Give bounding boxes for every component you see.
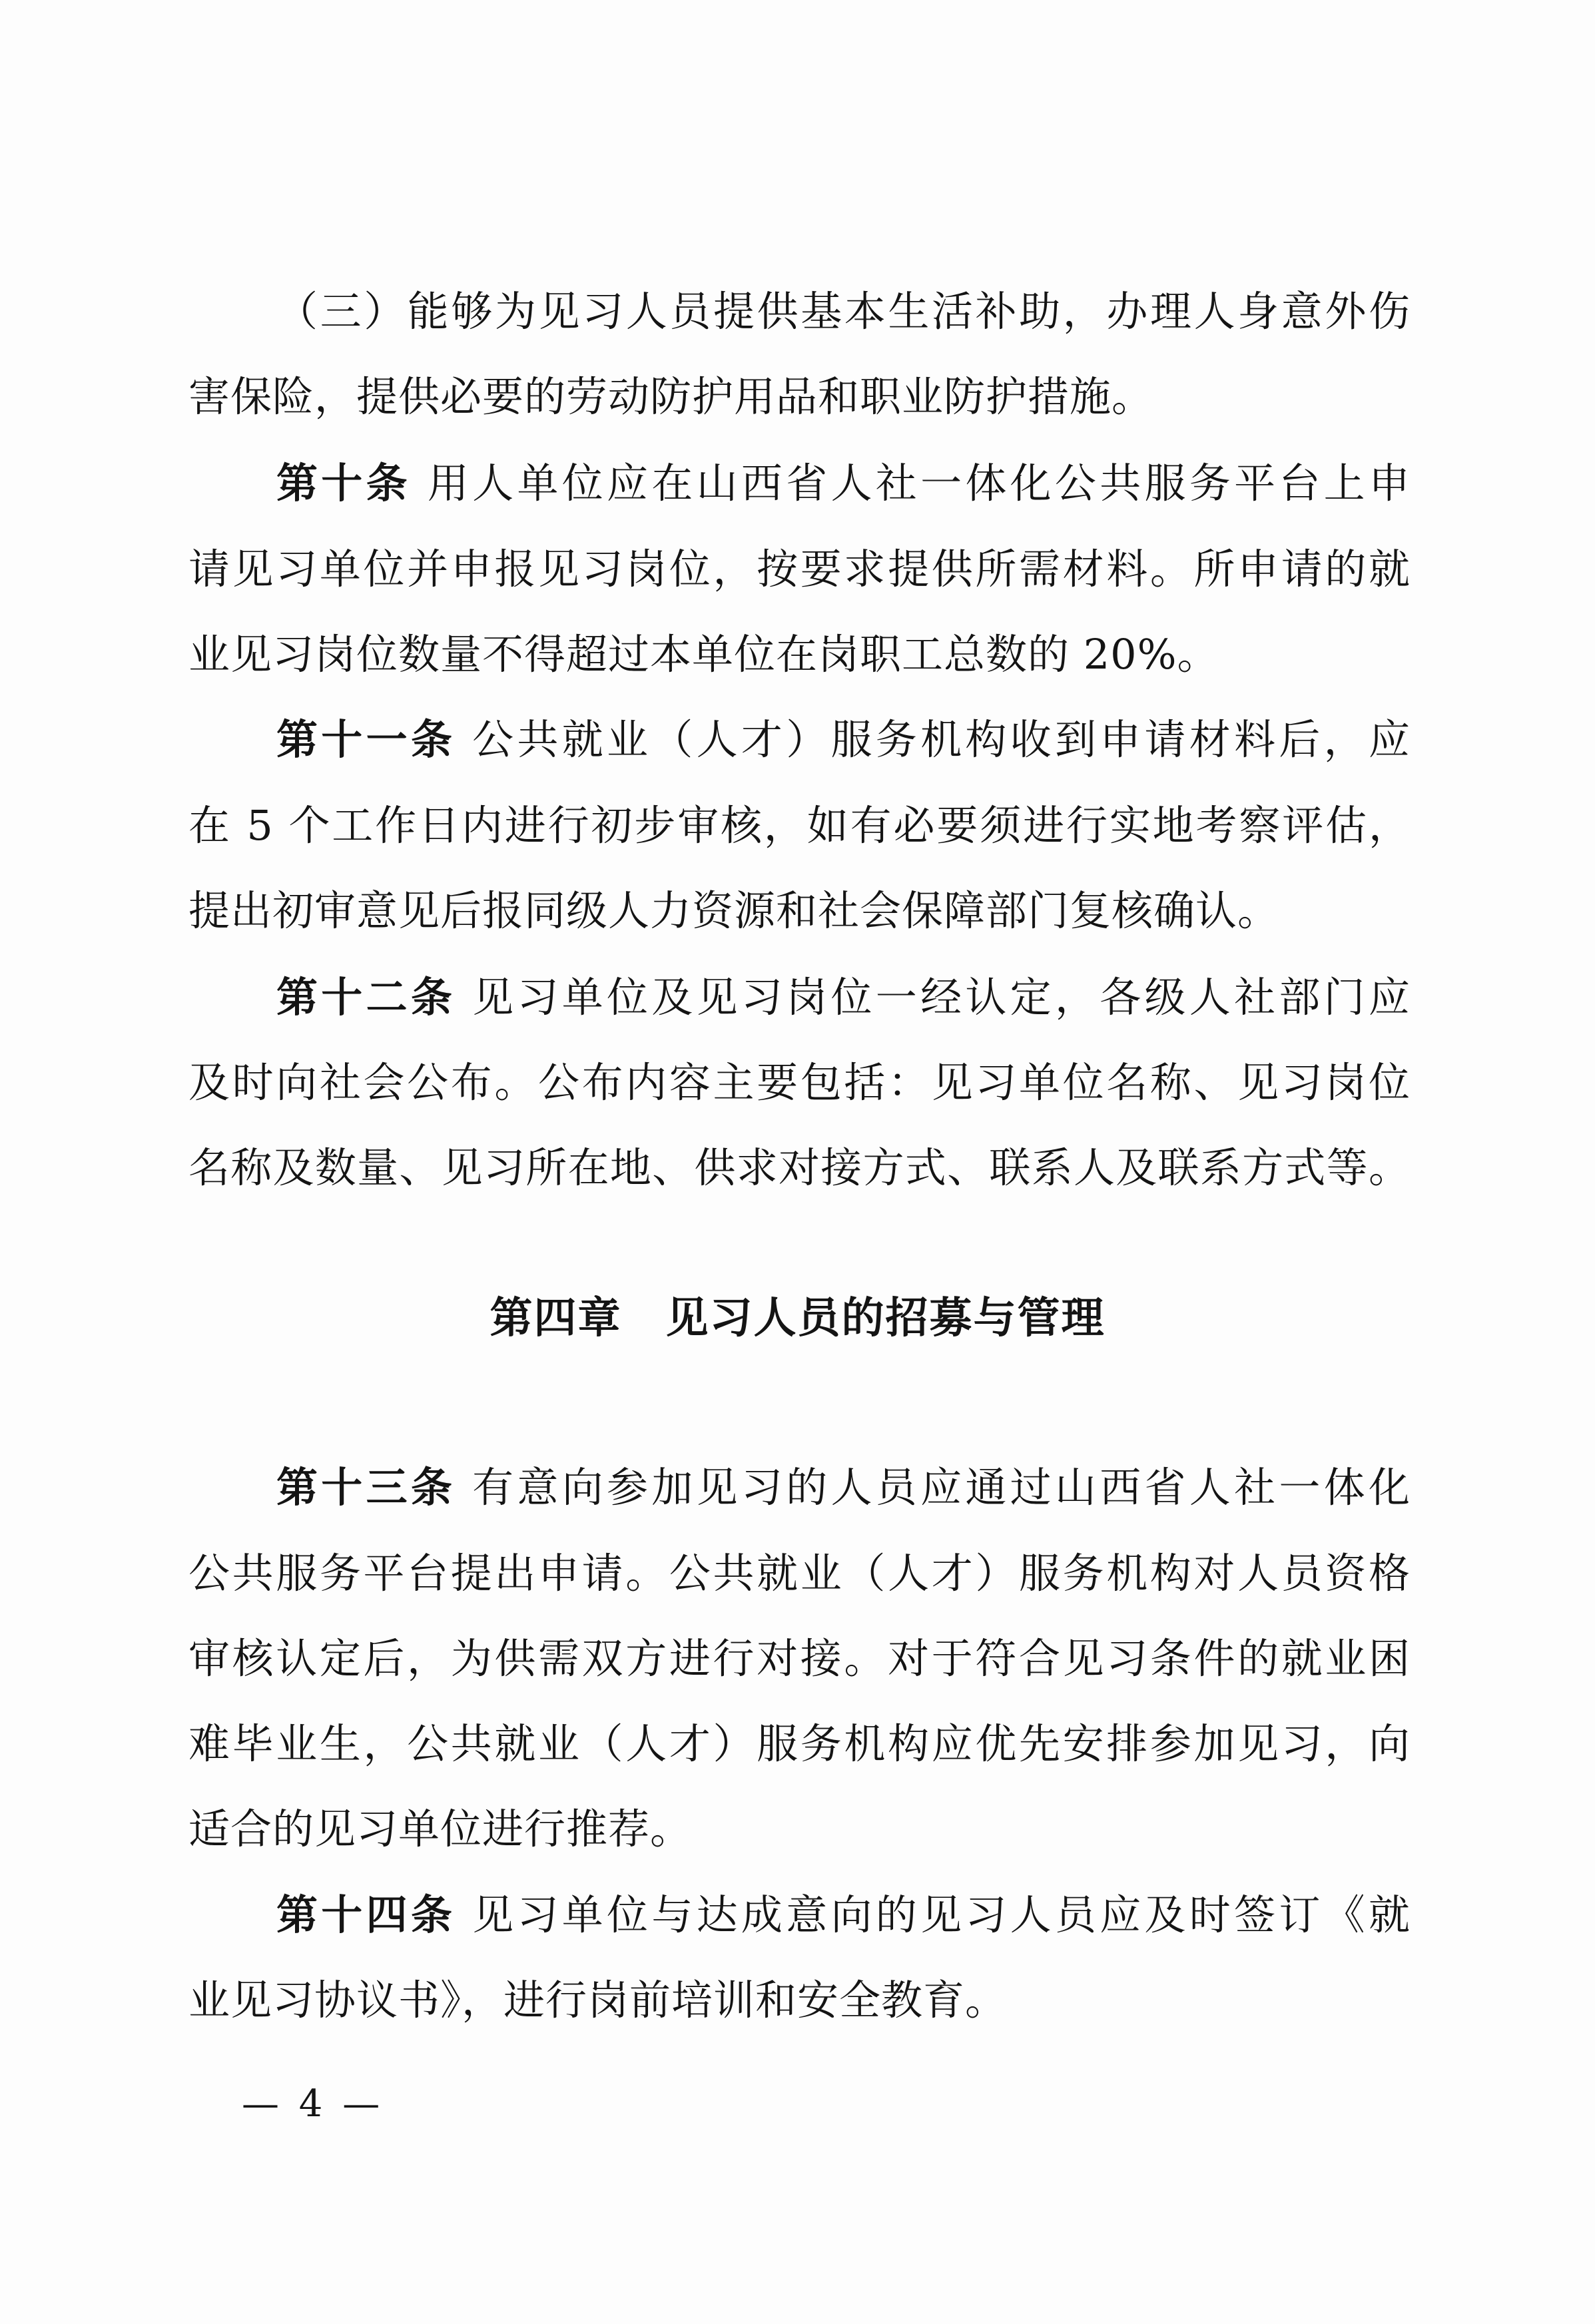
- chapter-heading: 第四章 见习人员的招募与管理: [489, 1294, 1106, 1343]
- paragraph-text: 见习单位及见习岗位一经认定，各级人社部门应: [472, 973, 1411, 1021]
- paragraph-text: 难毕业生，公共就业（人才）服务机构应优先安排参加见习，向: [188, 1719, 1411, 1768]
- paragraph-text: 见习单位与达成意向的见习人员应及时签订《就: [472, 1890, 1411, 1939]
- paragraph-text: 适合的见习单位进行推荐。: [188, 1805, 693, 1853]
- article-label: 第十条: [276, 459, 411, 507]
- paragraph-line: [188, 1968, 1411, 2032]
- paragraph-text: 提出初审意见后报同级人力资源和社会保障部门复核确认。: [188, 886, 1280, 935]
- paragraph-line: [188, 1627, 1411, 1691]
- paragraph-line: [276, 708, 1411, 772]
- paragraph-text: 业见习协议书》，进行岗前培训和安全教育。: [188, 1976, 1008, 2024]
- paragraph-text: 有意向参加见习的人员应通过山西省人社一体化: [472, 1463, 1411, 1512]
- article-label: 第十四条: [276, 1890, 456, 1939]
- article-label: 第十三条: [276, 1463, 456, 1512]
- paragraph-text: 害保险，提供必要的劳动防护用品和职业防护措施。: [188, 372, 1154, 421]
- paragraph-line: [188, 1136, 1411, 1200]
- paragraph-line: [188, 794, 1411, 858]
- paragraph-line: [276, 280, 1411, 344]
- paragraph-line: [188, 1051, 1411, 1115]
- paragraph-line: [276, 966, 1411, 1029]
- article-label: 第十一条: [276, 715, 456, 764]
- page-number: — 4 —: [242, 2082, 384, 2126]
- paragraph-text: 及时向社会公布。公布内容主要包括：见习单位名称、见习岗位: [188, 1058, 1411, 1107]
- paragraph-text: 公共就业（人才）服务机构收到申请材料后，应: [472, 715, 1411, 764]
- article-label: 第十二条: [276, 973, 456, 1021]
- paragraph-text: 请见习单位并申报见习岗位，按要求提供所需材料。所申请的就: [188, 545, 1411, 593]
- paragraph-line: [276, 451, 1411, 515]
- paragraph-line: [188, 1797, 1411, 1861]
- paragraph-text: 用人单位应在山西省人社一体化公共服务平台上申: [427, 459, 1411, 507]
- paragraph-text: 审核认定后，为供需双方进行对接。对于符合见习条件的就业困: [188, 1634, 1411, 1683]
- paragraph-line: [188, 537, 1411, 601]
- paragraph-line: [276, 1883, 1411, 1947]
- paragraph-line: [276, 1456, 1411, 1520]
- paragraph-text: 公共服务平台提出申请。公共就业（人才）服务机构对人员资格: [188, 1549, 1411, 1598]
- paragraph-text: （三）能够为见习人员提供基本生活补助，办理人身意外伤: [276, 287, 1411, 336]
- paragraph-line: [188, 1542, 1411, 1605]
- paragraph-text: 名称及数量、见习所在地、供求对接方式、联系人及联系方式等。: [188, 1143, 1411, 1192]
- paragraph-line: [188, 365, 1411, 429]
- paragraph-line: [188, 879, 1411, 943]
- paragraph-line: [188, 623, 1411, 687]
- paragraph-text: 在 5 个工作日内进行初步审核，如有必要须进行实地考察评估，: [188, 801, 1411, 850]
- paragraph-line: [188, 1712, 1411, 1776]
- paragraph-text: 业见习岗位数量不得超过本单位在岗职工总数的 20%。: [188, 630, 1219, 679]
